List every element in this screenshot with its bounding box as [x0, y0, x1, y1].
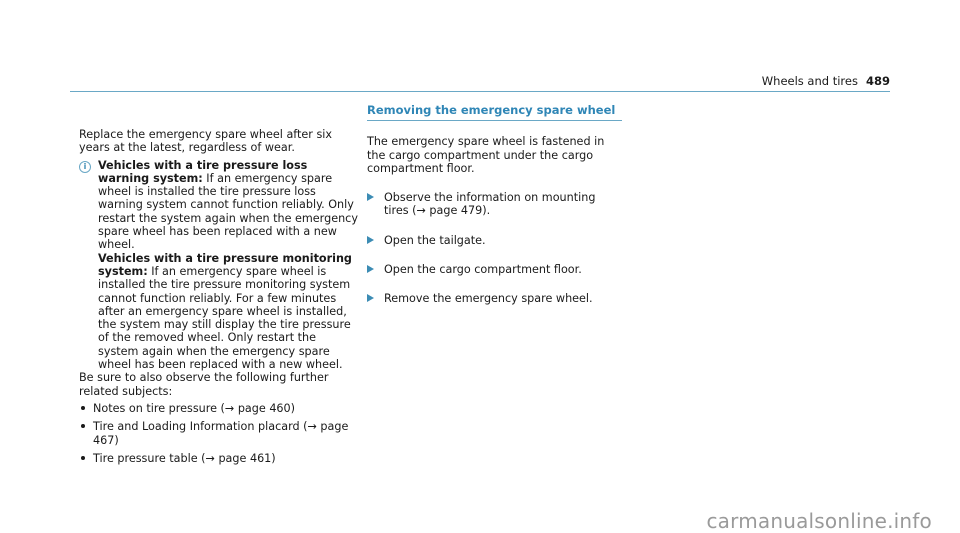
running-head	[762, 74, 890, 88]
step-item: Open the tailgate.	[367, 234, 622, 247]
step-item: Observe the information on mounting tires (→ page 479).	[367, 191, 622, 218]
section-intro: The emergency spare wheel is fastened in the cargo compartment under the cargo compartment floor.	[367, 135, 605, 175]
page-number: 489	[865, 74, 890, 88]
right-column	[367, 103, 622, 322]
related-item[interactable]: Tire pressure table (→ page 461)	[79, 452, 359, 465]
related-item[interactable]: Tire and Loading Information placard (→ page 467)	[79, 420, 359, 447]
step-item: Open the cargo compartment floor.	[367, 263, 622, 276]
related-item[interactable]: Notes on tire pressure (→ page 460)	[79, 402, 359, 415]
header-rule	[70, 91, 890, 92]
note-heading-loss-warning: Vehicles with a tire pressure loss warning system:	[98, 158, 308, 185]
watermark: carmanualsonline.info	[706, 509, 932, 533]
note-heading-monitoring: Vehicles with a tire pressure monitoring system:	[98, 251, 352, 278]
section-name: Wheels and tires	[761, 74, 858, 88]
note-tpm-system	[98, 252, 359, 372]
info-icon: i	[79, 161, 91, 173]
step-item: Remove the emergency spare wheel.	[367, 292, 622, 305]
note-tpl-warning	[98, 159, 359, 252]
related-list	[79, 402, 359, 465]
intro-paragraph: Replace the emergency spare wheel after six years at the latest, regardless of wear.	[79, 128, 333, 155]
left-column	[79, 128, 359, 470]
note-text-loss-warning: If an emergency spare wheel is installed the tire pressure loss warning system cannot function reliably. Only restart the system again when the emergency spare wheel has been replaced with a new wheel.	[98, 171, 358, 252]
section-title: Removing the emergency spare wheel	[367, 104, 622, 121]
info-note	[79, 159, 359, 372]
note-text-monitoring: If an emergency spare wheel is installed the tire pressure monitoring system cannot function reliably. For a few minutes after an emergency spare wheel is installed, the system may still display the tire pressure of the removed wheel. Only restart the system again when the emergency spare wheel has been replaced with a new wheel.	[98, 264, 351, 372]
further-subjects: Be sure to also observe the following further related subjects:	[79, 371, 329, 398]
step-list	[367, 191, 622, 305]
